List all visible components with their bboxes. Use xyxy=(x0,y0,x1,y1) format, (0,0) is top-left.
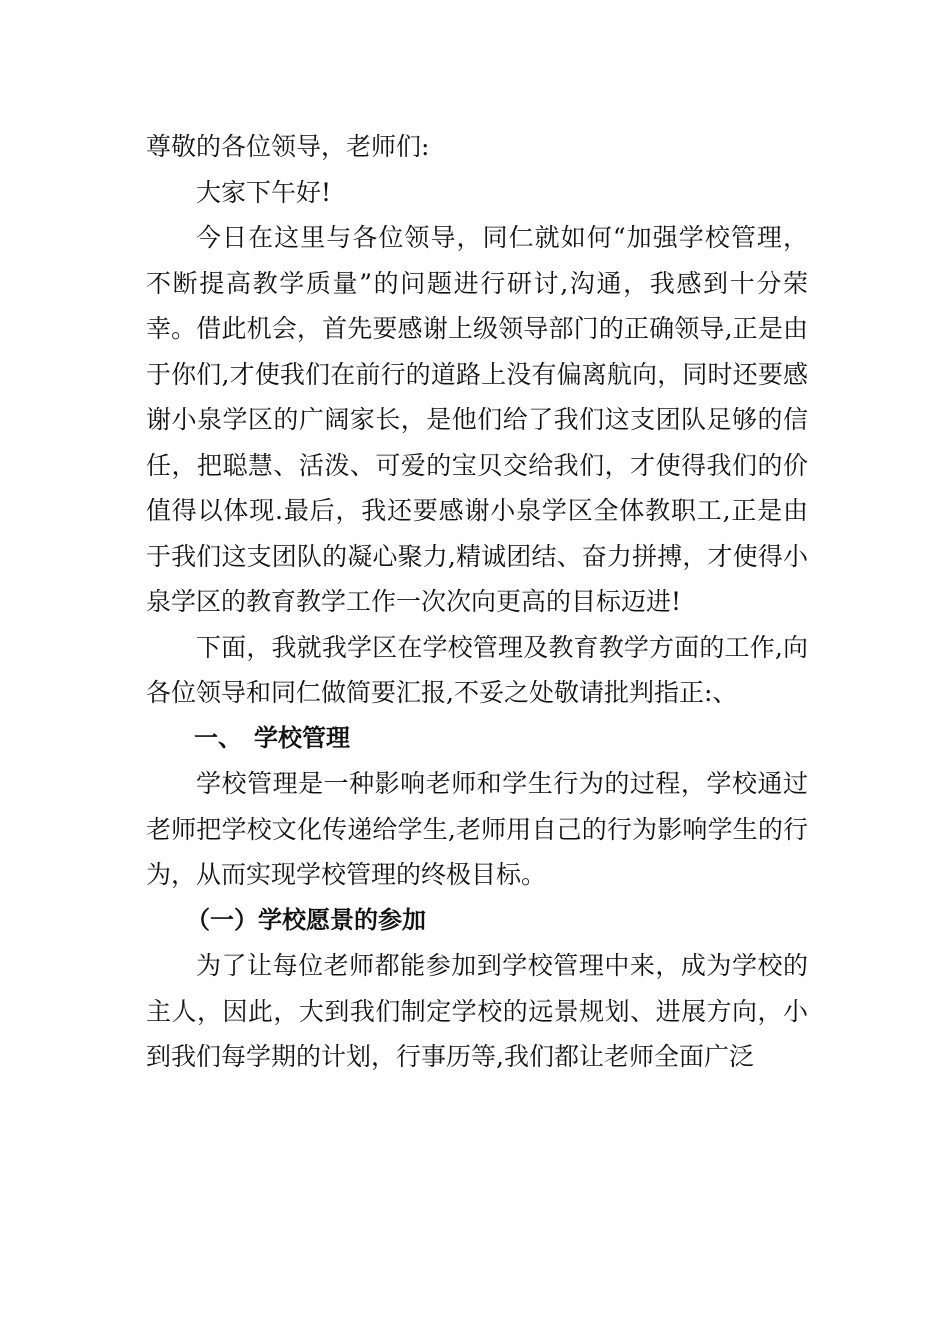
paragraph-opening: 今日在这里与各位领导，同仁就如何“加强学校管理，不断提高教学质量”的问题进行研讨,沟通，我感到十分荣幸。借此机会，首先要感谢上级领导部门的正确领导,正是由于你们,才使我们在前行的道路上没有偏离航向，同时还要感谢小泉学区的广阔家长，是他们给了我们这支团队足够的信任，把聪慧、活泼、可爱的宝贝交给我们，才使得我们的价值得以体现.最后，我还要感谢小泉学区全体教职工,正是由于我们这支团队的凝心聚力,精诚团结、奋力拼搏，才使得小泉学区的教育教学工作一次次向更高的目标迈进! xyxy=(146,223,808,616)
document-body xyxy=(146,124,808,1080)
paragraph-management-definition: 学校管理是一种影响老师和学生行为的过程，学校通过老师把学校文化传递给学生,老师用自己的行为影响学生的行为，从而实现学校管理的终极目标。 xyxy=(146,769,808,889)
greeting: 大家下午好! xyxy=(196,177,332,207)
subsection-heading-vision: （一）学校愿景的参加 xyxy=(186,905,426,934)
paragraph-report-intro: 下面，我就我学区在学校管理及教育教学方面的工作,向各位领导和同仁做简要汇报,不妥之处敬请批判指正:、 xyxy=(146,632,808,707)
paragraph-vision-participation: 为了让每位老师都能参加到学校管理中来，成为学校的主人，因此，大到我们制定学校的远景规划、进展方向，小到我们每学期的计划，行事历等,我们都让老师全面广泛 xyxy=(146,951,808,1071)
section-heading-school-management xyxy=(146,716,808,762)
section-number: 一、 xyxy=(194,723,242,752)
salutation: 尊敬的各位领导，老师们: xyxy=(146,132,430,161)
section-title: 学校管理 xyxy=(254,723,350,752)
